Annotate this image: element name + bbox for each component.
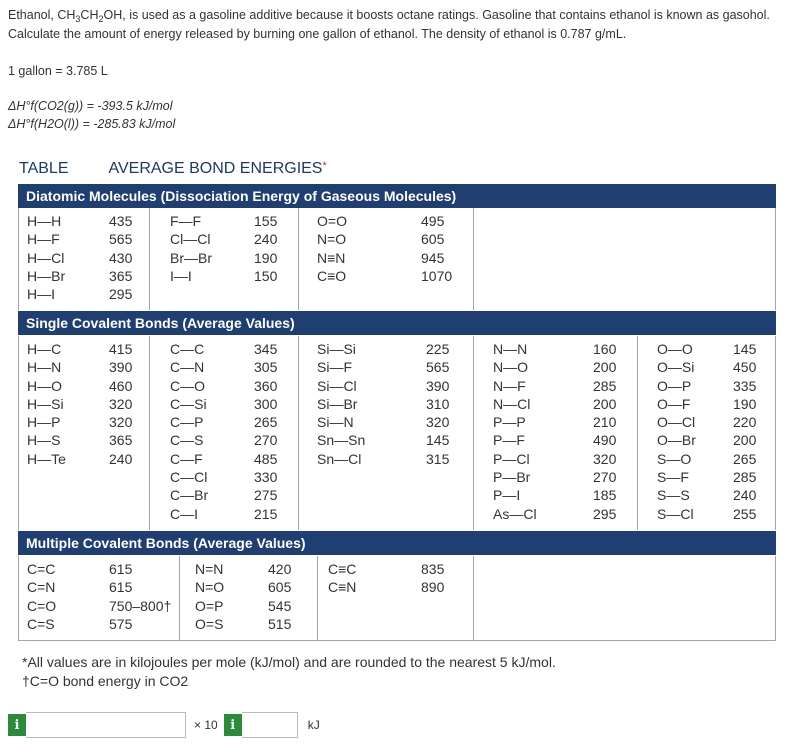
table-cell: 285 [733, 469, 757, 486]
table-cell: 155 [254, 213, 278, 229]
multiple-grid [18, 556, 776, 641]
table-cell: 460 [109, 377, 133, 394]
table-cell: 190 [733, 395, 757, 412]
table-cell: N—O [493, 359, 528, 376]
table-cell: 515 [268, 615, 292, 632]
table-cell: 435 [109, 213, 133, 229]
single-values-1 [109, 340, 132, 468]
table-cell: N=N [195, 561, 224, 577]
table-cell: O—P [657, 377, 692, 394]
single-bonds-1 [27, 340, 66, 468]
table-cell: I—I [170, 267, 192, 284]
table-cell: 390 [426, 377, 450, 394]
table-cell: H—Cl [27, 249, 65, 266]
enthalpy-co2: ΔH°f(CO2(g)) = -393.5 kJ/mol [8, 99, 173, 113]
table-cell: N≡N [317, 249, 346, 266]
table-cell: 320 [426, 414, 450, 431]
table-cell: 430 [109, 249, 133, 266]
table-cell: 575 [109, 615, 133, 632]
table-cell: H—I [27, 286, 55, 303]
table-cell: 310 [426, 395, 450, 412]
exponent-input[interactable] [242, 712, 298, 738]
table-cell: 890 [421, 579, 445, 596]
table-cell: O=P [195, 597, 224, 614]
table-cell: N=O [317, 231, 347, 248]
table-cell: S—F [657, 469, 689, 486]
table-cell: Sn—Sn [317, 432, 366, 449]
table-cell: C—Cl [170, 469, 208, 486]
single-bonds-2 [170, 340, 208, 523]
table-cell: 605 [421, 231, 445, 248]
table-cell: P—I [493, 487, 521, 504]
table-cell: 145 [426, 432, 450, 449]
table-cell: 160 [593, 341, 617, 357]
table-cell: 315 [426, 450, 450, 467]
table-cell: 565 [426, 359, 450, 376]
table-cell: 360 [254, 377, 278, 394]
diatomic-values-1 [109, 212, 132, 303]
table-cell: H—Te [27, 450, 66, 467]
table-cell: H—Br [27, 267, 66, 284]
table-cell: P—P [493, 414, 526, 431]
table-cell: Si—Si [317, 341, 356, 357]
table-cell: 200 [733, 432, 757, 449]
table-cell: O—O [657, 341, 693, 357]
table-cell: 275 [254, 487, 278, 504]
table-cell: 835 [421, 561, 445, 577]
table-cell: 270 [593, 469, 617, 486]
table-cell: C=O [27, 597, 57, 614]
table-cell: O—Cl [657, 414, 696, 431]
multiple-bonds-1 [27, 560, 56, 633]
enthalpy-h2o: ΔH°f(H2O(l)) = -285.83 kJ/mol [8, 117, 176, 131]
gallon-conversion: 1 gallon = 3.785 L [8, 64, 108, 78]
table-cell: N—N [493, 341, 528, 357]
table-cell: H—P [27, 414, 61, 431]
table-cell: Si—Br [317, 395, 358, 412]
table-cell: H—S [27, 432, 61, 449]
table-cell: 225 [426, 341, 450, 357]
table-cell: C—C [170, 341, 205, 357]
diatomic-values-2 [254, 212, 277, 285]
table-cell: 365 [109, 267, 133, 284]
table-cell: 320 [109, 395, 133, 412]
unit-label: kJ [307, 718, 320, 732]
single-values-4 [593, 340, 616, 523]
answer-mantissa-group [8, 711, 320, 739]
diatomic-bonds-3 [317, 212, 347, 285]
table-cell: Br—Br [170, 249, 212, 266]
table-cell: 215 [254, 505, 278, 522]
table-cell: S—O [657, 450, 692, 467]
table-cell: 285 [593, 377, 617, 394]
table-cell: C=S [27, 615, 55, 632]
table-cell: Si—F [317, 359, 352, 376]
table-cell: H—H [27, 213, 62, 229]
table-cell: O—Si [657, 359, 695, 376]
table-cell: H—Si [27, 395, 64, 412]
table-cell: 240 [254, 231, 278, 248]
table-cell: C—Si [170, 395, 207, 412]
table-cell: C—Br [170, 487, 209, 504]
section-header-diatomic: Diatomic Molecules (Dissociation Energy of Gaseous Molecules) [18, 184, 776, 208]
single-bonds-3 [317, 340, 365, 468]
table-cell: P—Cl [493, 450, 530, 467]
section-header-multiple: Multiple Covalent Bonds (Average Values) [18, 531, 776, 555]
table-cell: F—F [170, 213, 202, 229]
table-cell: 320 [593, 450, 617, 467]
table-cell: O—F [657, 395, 691, 412]
table-cell: 295 [109, 286, 133, 303]
table-cell: 295 [593, 505, 617, 522]
table-cell: H—N [27, 359, 62, 376]
table-cell: 420 [268, 561, 292, 577]
table-cell: 365 [109, 432, 133, 449]
multiple-values-3 [421, 560, 444, 597]
table-cell: C—O [170, 377, 205, 394]
table-cell: Sn—Cl [317, 450, 362, 467]
table-cell: 270 [254, 432, 278, 449]
table-cell: N—F [493, 377, 526, 394]
table-cell: 615 [109, 561, 133, 577]
table-cell: P—Br [493, 469, 531, 486]
single-values-2 [254, 340, 277, 523]
single-grid [18, 336, 776, 530]
table-cell: C—S [170, 432, 204, 449]
footnote-units: *All values are in kilojoules per mole (kJ/mol) and are rounded to the nearest 5 kJ/mol. [22, 654, 556, 670]
table-cell: C≡O [317, 267, 347, 284]
table-cell: O=O [317, 213, 347, 229]
times-ten-label: × 10 [194, 718, 218, 732]
table-cell: N—Cl [493, 395, 531, 412]
table-cell: C≡N [328, 579, 357, 596]
info-icon[interactable]: i [224, 714, 242, 736]
single-bonds-5 [657, 340, 696, 523]
multiple-values-2 [268, 560, 291, 633]
table-cell: 345 [254, 341, 278, 357]
diatomic-grid [18, 208, 776, 310]
table-cell: 200 [593, 359, 617, 376]
table-cell: H—C [27, 341, 62, 357]
table-cell: 320 [109, 414, 133, 431]
table-cell: 615 [109, 579, 133, 596]
diatomic-bonds-1 [27, 212, 65, 303]
table-cell: 200 [593, 395, 617, 412]
multiple-bonds-2 [195, 560, 224, 633]
table-cell: 185 [593, 487, 617, 504]
table-cell: C—F [170, 450, 203, 467]
table-cell: 220 [733, 414, 757, 431]
table-cell: C—P [170, 414, 204, 431]
multiple-bonds-3 [328, 560, 356, 597]
single-values-5 [733, 340, 756, 523]
table-cell: 490 [593, 432, 617, 449]
table-cell: 300 [254, 395, 278, 412]
single-values-3 [426, 340, 449, 468]
diatomic-values-3 [421, 212, 452, 285]
mantissa-input[interactable] [26, 712, 186, 738]
section-header-single: Single Covalent Bonds (Average Values) [18, 311, 776, 335]
table-cell: 305 [254, 359, 278, 376]
multiple-values-1 [109, 560, 171, 633]
diatomic-bonds-2 [170, 212, 212, 285]
table-cell: 190 [254, 249, 278, 266]
table-cell: 1070 [421, 267, 453, 284]
table-cell: C≡C [328, 561, 357, 577]
table-cell: O—Br [657, 432, 696, 449]
table-cell: H—O [27, 377, 62, 394]
table-cell: As—Cl [493, 505, 537, 522]
table-cell: P—F [493, 432, 525, 449]
table-cell: 750–800† [109, 597, 172, 614]
footnote-co2: †C=O bond energy in CO2 [22, 673, 189, 689]
info-icon[interactable]: i [8, 714, 26, 736]
table-cell: C=C [27, 561, 56, 577]
table-cell: 415 [109, 341, 133, 357]
table-cell: S—Cl [657, 505, 694, 522]
table-cell: 545 [268, 597, 292, 614]
table-cell: C—I [170, 505, 198, 522]
table-cell: 240 [109, 450, 133, 467]
table-cell: N=O [195, 579, 225, 596]
table-cell: 240 [733, 487, 757, 504]
table-cell: C=N [27, 579, 56, 596]
table-cell: 390 [109, 359, 133, 376]
table-cell: 565 [109, 231, 133, 248]
table-cell: 145 [733, 341, 757, 357]
table-cell: 210 [593, 414, 617, 431]
single-bonds-4 [493, 340, 537, 523]
table-cell: 485 [254, 450, 278, 467]
table-cell: 265 [254, 414, 278, 431]
table-cell: Si—N [317, 414, 354, 431]
table-cell: 945 [421, 249, 445, 266]
table-cell: 255 [733, 505, 757, 522]
table-cell: 450 [733, 359, 757, 376]
table-cell: 605 [268, 579, 292, 596]
table-cell: 265 [733, 450, 757, 467]
table-cell: Si—Cl [317, 377, 357, 394]
table-cell: C—N [170, 359, 205, 376]
table-cell: 335 [733, 377, 757, 394]
table-cell: O=S [195, 615, 224, 632]
table-cell: S—S [657, 487, 690, 504]
table-cell: 495 [421, 213, 445, 229]
table-cell: Cl—Cl [170, 231, 211, 248]
table-cell: 150 [254, 267, 278, 284]
table-title: TABLE AVERAGE BOND ENERGIES* [19, 160, 327, 177]
problem-statement: Ethanol, $CH_3CH_2OH$, is used as a gasoline additive because it boosts octane ratings. Gasoline that contains ethanol is known as gasohol. Calculate the amount of energy released by burning one gallon of ethanol. The density of ethanol is 0.787 g/mL. [8, 8, 770, 41]
table-cell: H—F [27, 231, 60, 248]
table-cell: 330 [254, 469, 278, 486]
